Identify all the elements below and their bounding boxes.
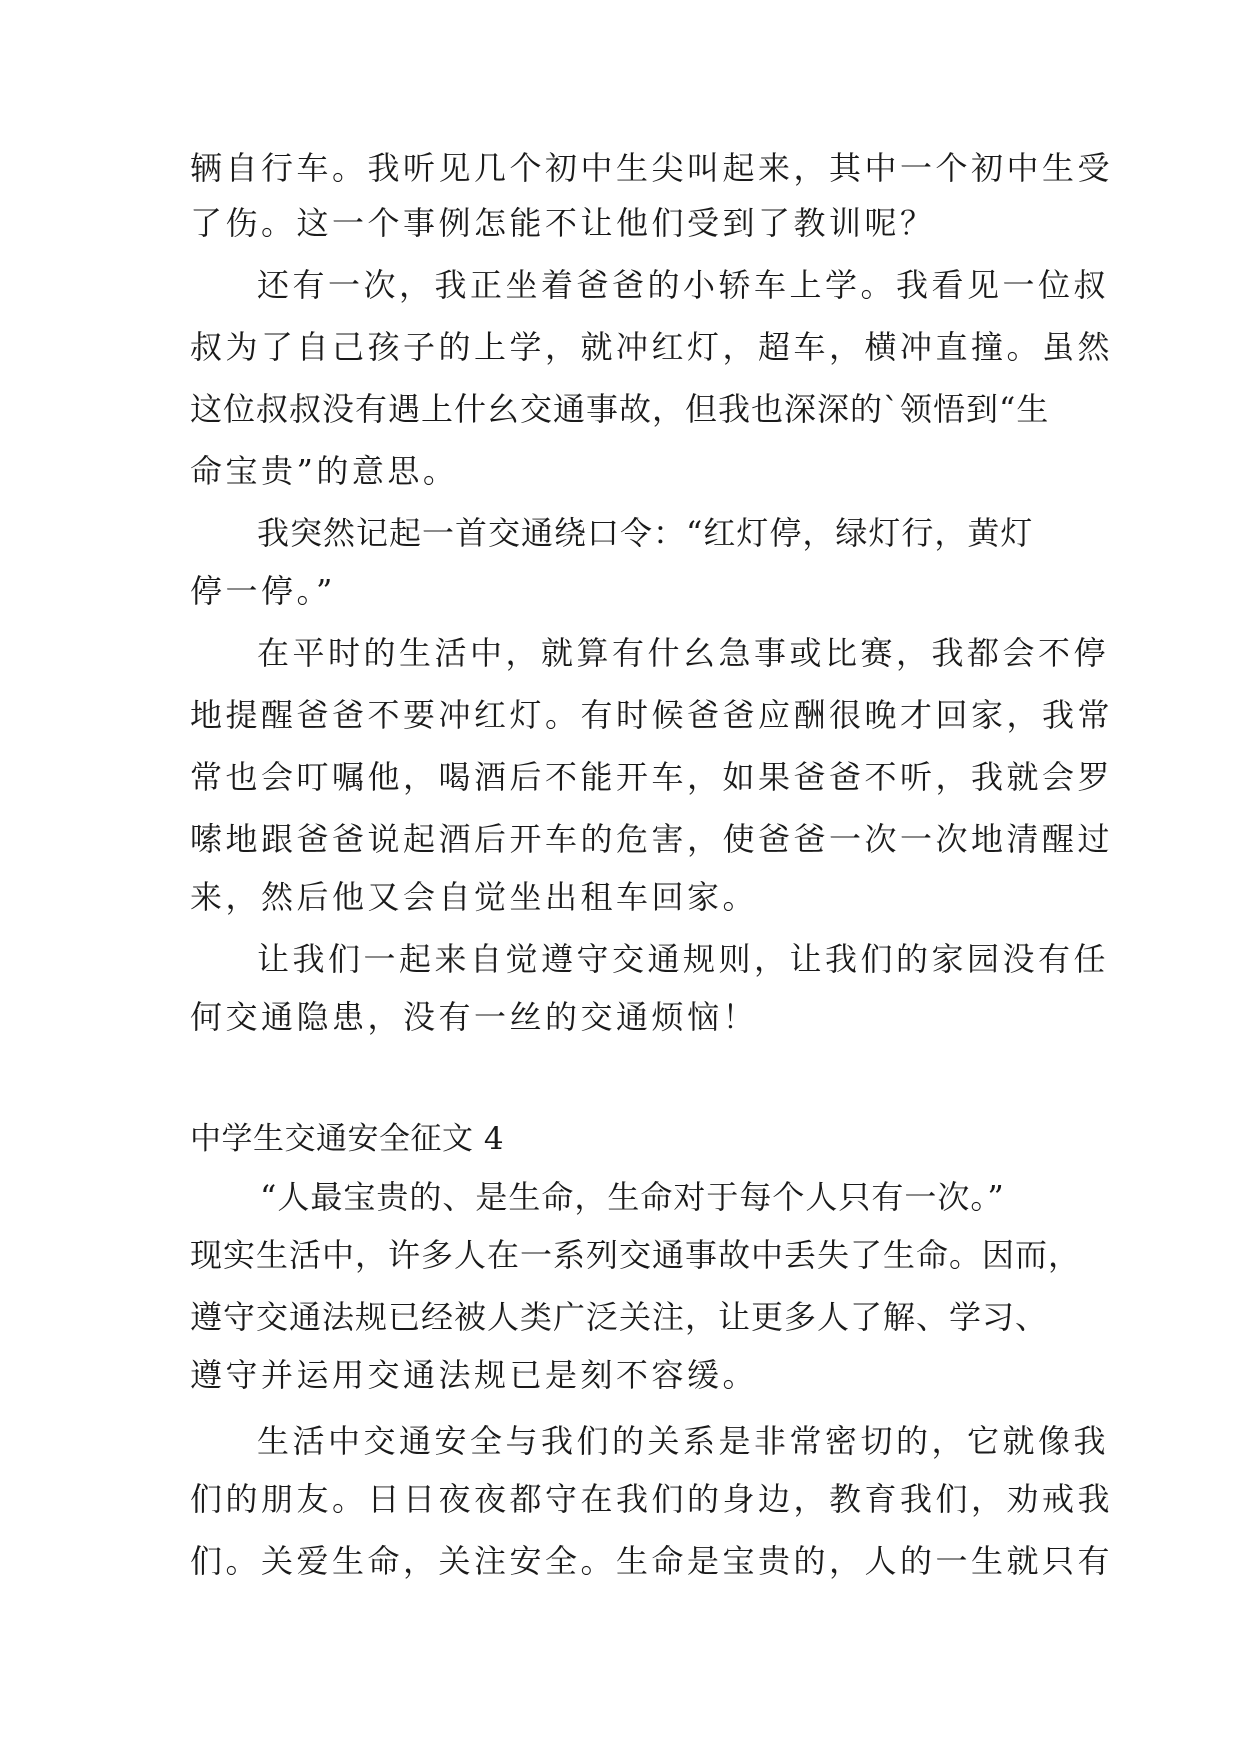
paragraph-line: 遵守并运用交通法规已是刻不容缓。: [190, 1356, 759, 1394]
paragraph-line: 遵守交通法规已经被人类广泛关注，让更多人了解、学习、: [190, 1298, 1049, 1336]
paragraph-line: 生活中交通安全与我们的关系是非常密切的，它就像我: [257, 1422, 1110, 1460]
paragraph-line: 停一停。”: [190, 572, 336, 610]
paragraph-line: 辆自行车。我听见几个初中生尖叫起来，其中一个初中生受: [190, 149, 1114, 187]
paragraph-line: 还有一次，我正坐着爸爸的小轿车上学。我看见一位叔: [257, 266, 1110, 304]
paragraph-line: 何交通隐患，没有一丝的交通烦恼！: [190, 998, 759, 1036]
paragraph-line: 现实生活中，许多人在一系列交通事故中丢失了生命。因而，: [190, 1236, 1082, 1274]
paragraph-line: 让我们一起来自觉遵守交通规则，让我们的家园没有任: [257, 940, 1110, 978]
paragraph-line: 地提醒爸爸不要冲红灯。有时候爸爸应酬很晚才回家，我常: [190, 696, 1114, 734]
paragraph-line: 命宝贵”的意思。: [190, 452, 459, 490]
paragraph-line: 叔为了自己孩子的上学，就冲红灯，超车，横冲直撞。虽然: [190, 328, 1114, 366]
paragraph-line: 常也会叮嘱他，喝酒后不能开车，如果爸爸不听，我就会罗: [190, 758, 1114, 796]
paragraph-line: “人最宝贵的、是生命，生命对于每个人只有一次。”: [260, 1178, 1005, 1216]
paragraph-line: 们。关爱生命，关注安全。生命是宝贵的，人的一生就只有: [190, 1542, 1114, 1580]
paragraph-line: 我突然记起一首交通绕口令：“红灯停，绿灯行，黄灯: [257, 514, 1034, 552]
section-heading: 中学生交通安全征文 4: [190, 1121, 505, 1157]
paragraph-line: 们的朋友。日日夜夜都守在我们的身边，教育我们，劝戒我: [190, 1480, 1114, 1518]
paragraph-line: 嗦地跟爸爸说起酒后开车的危害，使爸爸一次一次地清醒过: [190, 820, 1114, 858]
paragraph-line: 这位叔叔没有遇上什幺交通事故，但我也深深的`领悟到“生: [190, 390, 1050, 428]
paragraph-line: 在平时的生活中，就算有什幺急事或比赛，我都会不停: [257, 634, 1110, 672]
paragraph-line: 来，然后他又会自觉坐出租车回家。: [190, 878, 759, 916]
paragraph-line: 了伤。这一个事例怎能不让他们受到了教训呢？: [190, 204, 936, 242]
